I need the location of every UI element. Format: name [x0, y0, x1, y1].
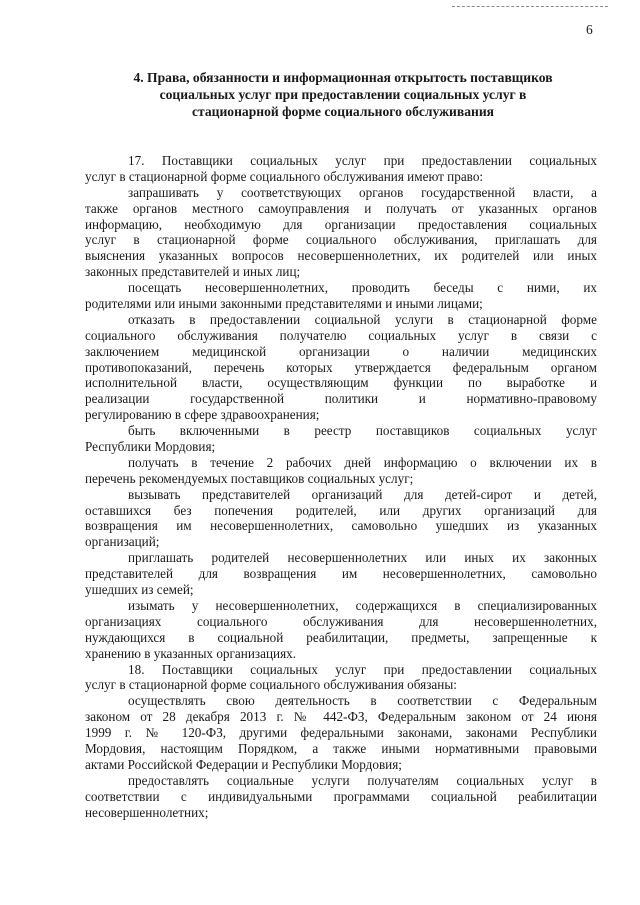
document-body: [85, 153, 597, 820]
text-line: реализации государственной политики и нормативно-правовому: [85, 391, 597, 407]
text-line: Республики Мордовия;: [85, 439, 216, 455]
text-line: возвращения им несовершеннолетних, самовольно ушедших из указанных: [85, 518, 597, 534]
section-heading-line: социальных услуг при предоставлении социальных услуг в: [159, 87, 527, 102]
text-line: социального обслуживания получателю социальных услуг в связи с: [85, 327, 597, 343]
section-heading-line: стационарной форме социального обслуживания: [191, 104, 495, 119]
text-line: заключением медицинской организации о наличии медицинских: [85, 343, 597, 359]
scan-edge-mark: [452, 6, 608, 7]
text-line: быть включенными в реестр поставщиков социальных услуг: [128, 423, 597, 439]
text-line: законом от 28 декабря 2013 г. № 442-ФЗ, Федеральным законом от 24 июня: [85, 709, 597, 725]
text-line: выяснения указанных вопросов несовершеннолетних, их родителей или иных: [85, 248, 597, 264]
text-line: также органов местного самоуправления и получать от указанных органов: [85, 200, 597, 216]
text-line: посещать несовершеннолетних, проводить беседы с ними, их: [128, 280, 597, 296]
text-line: ушедших из семей;: [85, 582, 194, 598]
text-line: 1999 г. № 120-ФЗ, другими федеральными законами, законами Республики: [85, 725, 597, 741]
text-line: Мордовия, настоящим Порядком, а также иными нормативными правовыми: [85, 740, 597, 756]
text-line: регулированию в сфере здравоохранения;: [85, 407, 320, 423]
text-line: нуждающихся в социальной реабилитации, предметы, запрещенные к: [85, 629, 597, 645]
text-line: приглашать родителей несовершеннолетних или иных их законных: [128, 550, 597, 566]
text-line: организаций;: [85, 534, 160, 550]
text-line: представителей для возвращения им несовершеннолетних, самовольно: [85, 566, 597, 582]
text-line: несовершеннолетних;: [85, 804, 209, 820]
text-line: исполнительной власти, осуществляющим функции по выработке и: [85, 375, 597, 391]
text-line: 18. Поставщики социальных услуг при предоставлении социальных: [128, 661, 597, 677]
text-line: услуг в стационарной форме социального обслуживания, приглашать для: [85, 232, 597, 248]
text-line: родителями или иными законными представителями и иными лицами;: [85, 296, 483, 312]
page-number: 6: [586, 22, 593, 37]
text-line: актами Российской Федерации и Республики Мордовия;: [85, 756, 402, 772]
text-line: хранению в указанных организациях.: [85, 645, 297, 661]
text-line: услуг в стационарной форме социального обслуживания имеют право:: [85, 168, 484, 184]
text-line: услуг в стационарной форме социального обслуживания обязаны:: [85, 677, 457, 693]
text-line: изымать у несовершеннолетних, содержащихся в специализированных: [128, 597, 597, 613]
text-line: информацию, необходимую для организации предоставления социальных: [85, 216, 597, 232]
text-line: получать в течение 2 рабочих дней информацию о включении их в: [128, 454, 597, 470]
text-line: 17. Поставщики социальных услуг при предоставлении социальных: [128, 153, 597, 168]
text-line: осуществлять свою деятельность в соответствии с Федеральным: [128, 693, 597, 709]
text-line: запрашивать у соответствующих органов государственной власти, а: [128, 184, 597, 200]
text-line: оставшихся без попечения родителей, или других организаций для: [85, 502, 597, 518]
section-heading-line: 4. Права, обязанности и информационная открытость поставщиков: [133, 70, 553, 85]
text-line: перечень рекомендуемых поставщиков социальных услуг;: [85, 470, 414, 486]
text-line: противопоказаний, перечень которых утверждается федеральным органом: [85, 359, 597, 375]
text-line: отказать в предоставлении социальной услуги в стационарной форме: [128, 311, 597, 327]
section-heading: [80, 69, 606, 120]
text-line: соответствии с индивидуальными программами социальной реабилитации: [85, 788, 597, 804]
text-line: законных представителей и иных лиц;: [85, 264, 301, 280]
text-line: предоставлять социальные услуги получателям социальных услуг в: [128, 772, 597, 788]
text-line: вызывать представителей организаций для детей-сирот и детей,: [128, 486, 597, 502]
text-line: организациях социального обслуживания для несовершеннолетних,: [85, 613, 597, 629]
